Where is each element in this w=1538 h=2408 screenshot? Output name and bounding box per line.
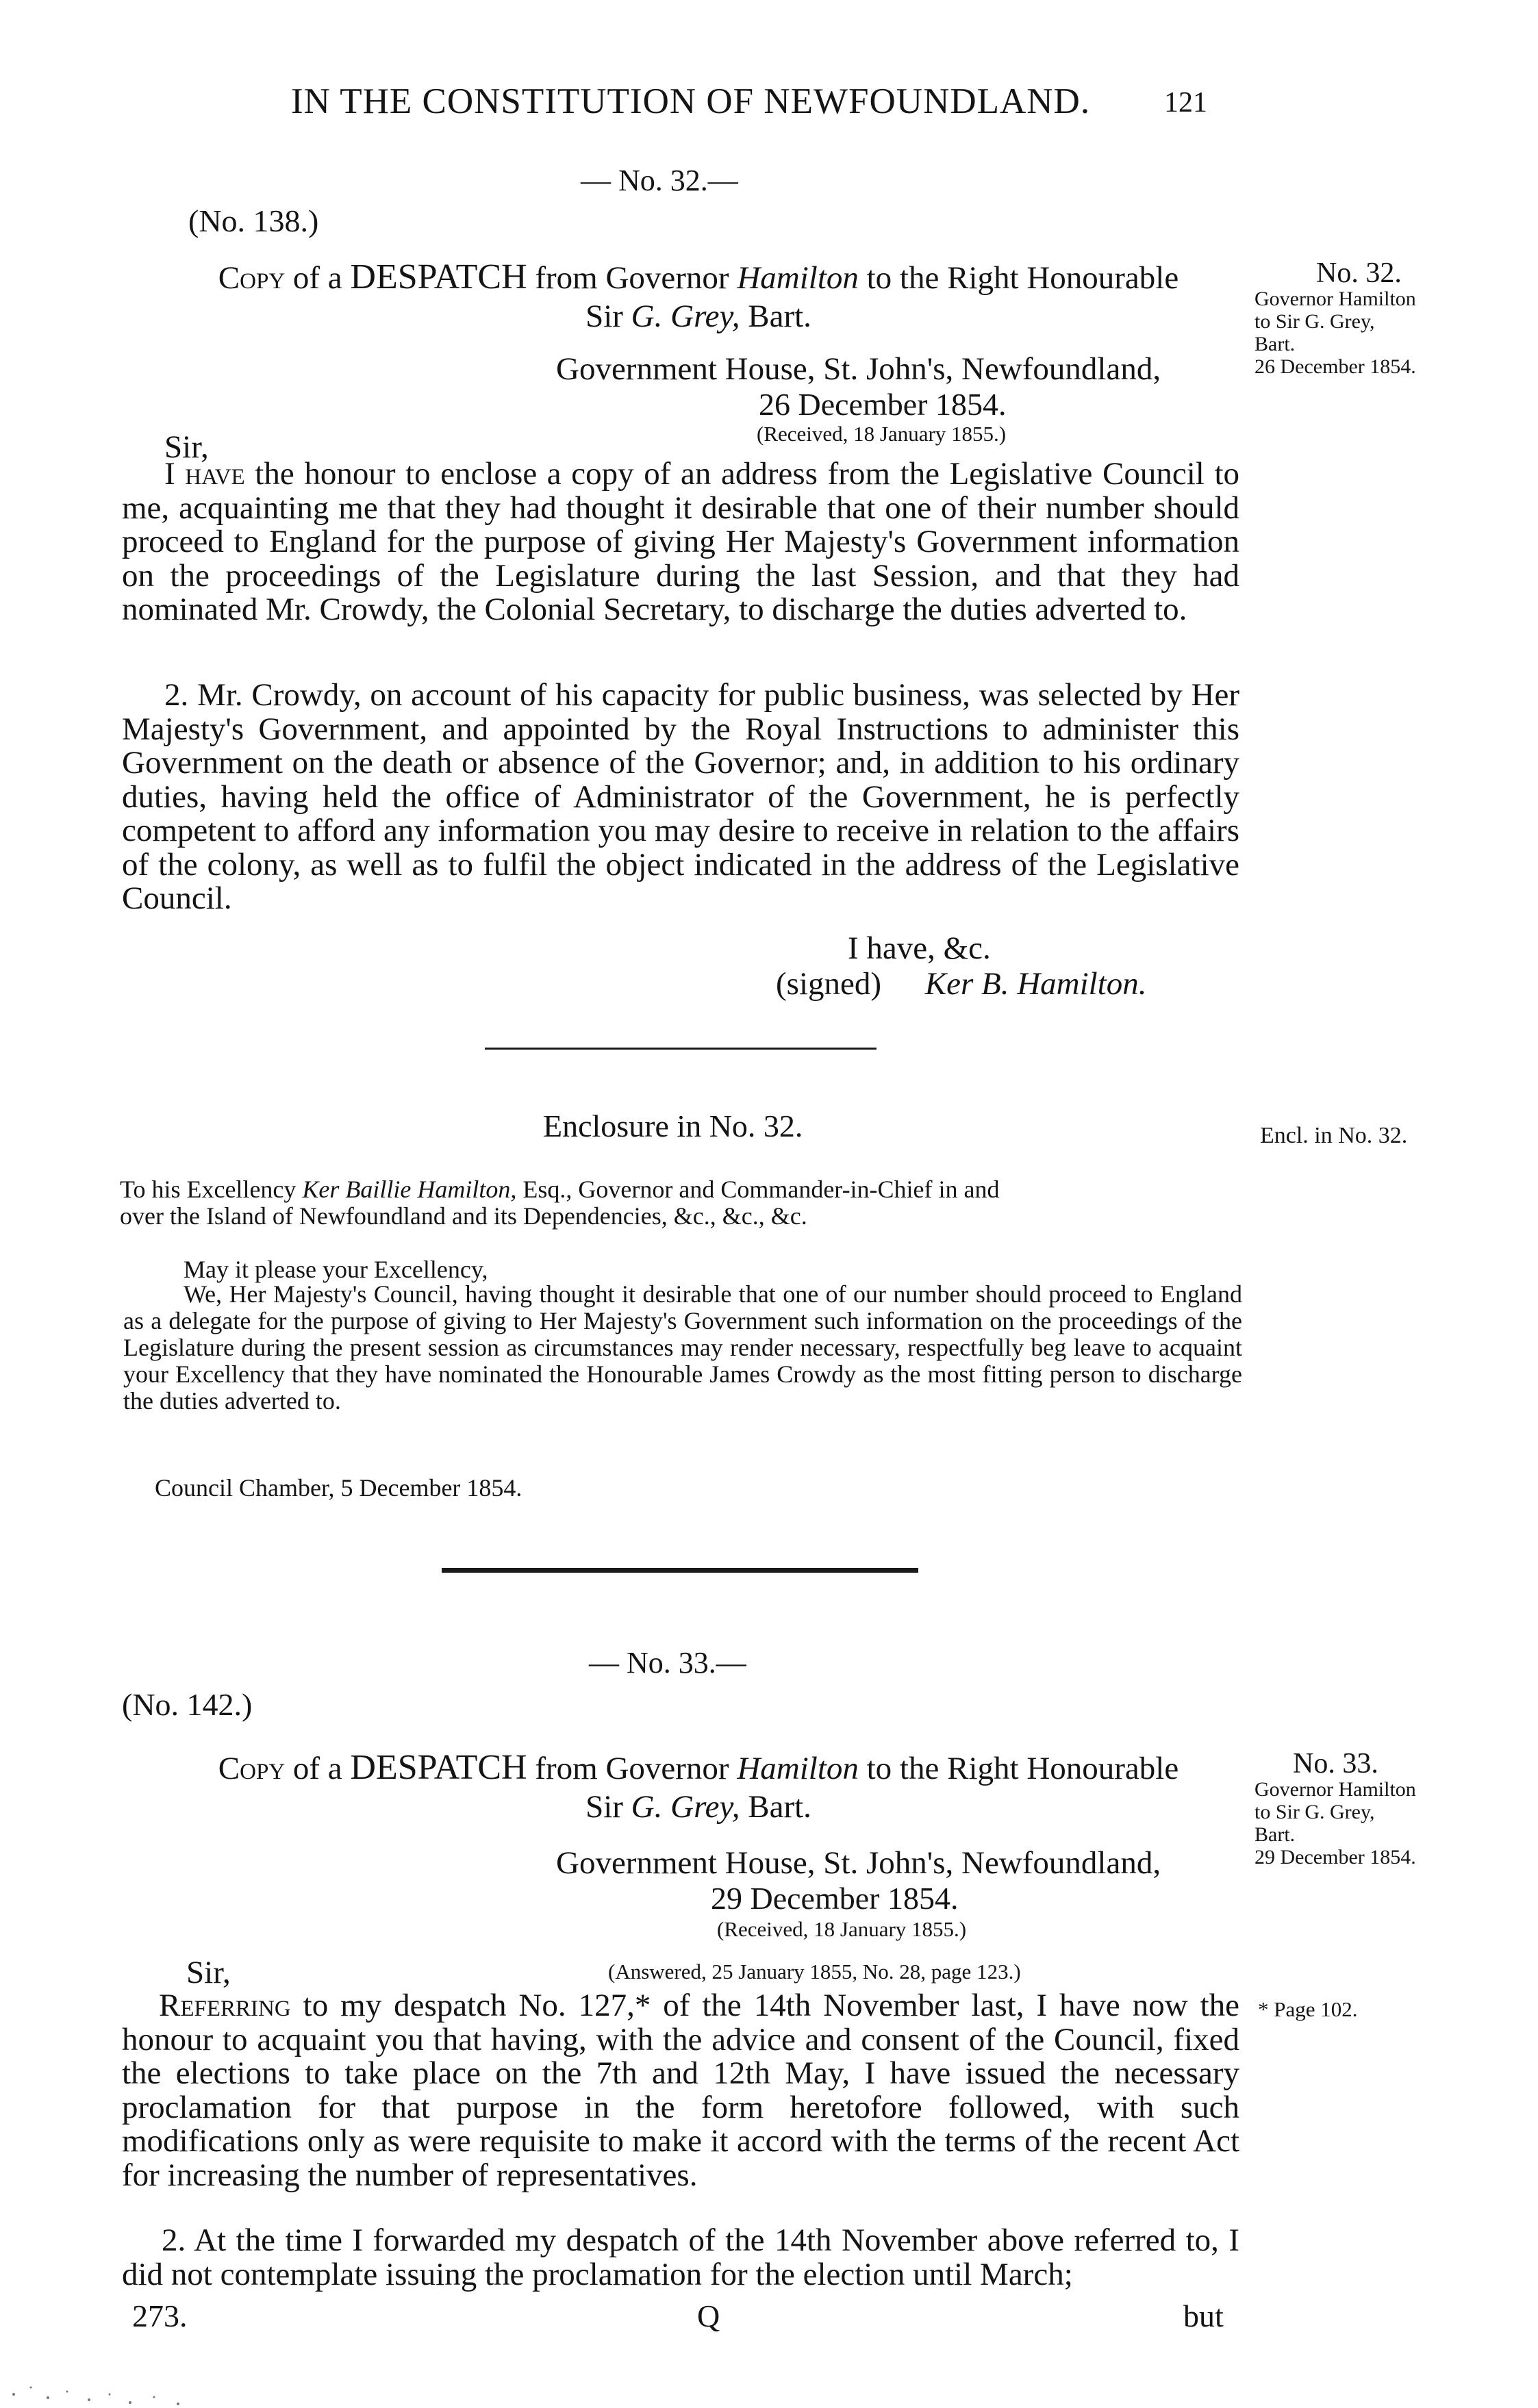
despatch-32-para-2: 2. Mr. Crowdy, on account of his capacity for public business, was selected by Her Majesty's Government, and appointed by the Royal Instructions to administer this Government on the death or absence of the Governor; and, in addition to his ordinary duties, having held the office of Administrator of the Government, he is perfectly competent to afford any information you may desire to receive in relation to the affairs of the colony, as well as to fulfil the object indicated in the address of the Legislative Council. [122, 677, 1239, 916]
despatch-33-margin-note [1255, 1748, 1538, 1868]
title-bart: Bart. [748, 1789, 811, 1825]
despatch-33-date: 29 December 1854. [711, 1881, 959, 1916]
margin-line-4: 26 December 1854. [1255, 355, 1416, 378]
page-number: 121 [1164, 87, 1207, 118]
enclosure-dateline: Council Chamber, 5 December 1854. [155, 1474, 522, 1501]
despatch-32-ref: (No. 138.) [188, 203, 319, 238]
despatch-33-para-2: 2. At the time I forwarded my despatch of the 14th November above referred to, I did not contemplate issuing the proclamation for the election until March; [122, 2222, 1239, 2292]
enclosure-body: We, Her Majesty's Council, having thought it desirable that one of our number should proceed to England as a delegate for the purpose of giving to Her Majesty's Government such information on the proceedings of the Legislature during the present session as circumstances may render necessary, respectfully beg leave to acquaint your Excellency that they have nominated the Honourable James Crowdy as the most fitting person to discharge the duties adverted to. [123, 1280, 1242, 1415]
title-of: of a [292, 1751, 342, 1786]
enclosure-margin-note: Encl. in No. 32. [1260, 1123, 1408, 1148]
margin-number: No. 32. [1316, 257, 1402, 289]
margin-line-2: to Sir G. Grey, [1255, 310, 1375, 333]
title-copy: Copy [218, 260, 286, 296]
despatch-32-title [116, 258, 1281, 335]
margin-line-2: to Sir G. Grey, [1255, 1801, 1375, 1823]
title-g: G. [631, 1789, 663, 1825]
enclosure-heading: Enclosure in No. 32. [543, 1108, 803, 1143]
title-despatch: DESPATCH [350, 1748, 527, 1787]
title-from: from Governor [535, 1751, 729, 1786]
title-bart: Bart. [748, 299, 811, 334]
signature: Ker B. Hamilton. [924, 966, 1147, 1002]
title-despatch: DESPATCH [350, 257, 527, 296]
page-speckle-decoration [0, 2346, 219, 2408]
running-title: IN THE CONSTITUTION OF NEWFOUNDLAND. [291, 81, 1091, 121]
despatch-33-received: (Received, 18 January 1855.) [717, 1917, 967, 1941]
margin-line-3: Bart. [1255, 1823, 1296, 1846]
margin-line-1: Governor Hamilton [1255, 1778, 1416, 1801]
title-governor-name: Hamilton [737, 1751, 859, 1786]
despatch-33-ref: (No. 142.) [122, 1687, 253, 1722]
address-to: To his Excellency [120, 1176, 297, 1203]
despatch-33-para-1 [122, 1989, 1239, 2192]
title-copy: Copy [218, 1751, 286, 1786]
enclosure-salutation: May it please your Excellency, [184, 1256, 488, 1283]
title-sir: Sir [585, 299, 623, 334]
despatch-32-para-1 [122, 457, 1239, 627]
despatch-33-place: Government House, St. John's, Newfoundland, [556, 1845, 1161, 1881]
footnote-marker-note: * Page 102. [1258, 1997, 1358, 2021]
despatch-33-answered: (Answered, 25 January 1855, No. 28, page 123.) [608, 1960, 1021, 1984]
despatch-32-signed [776, 965, 1147, 1002]
section-divider-thin [485, 1048, 877, 1050]
despatch-32-place: Government House, St. John's, Newfoundland, [556, 351, 1161, 387]
address-rest: Esq., Governor and Commander-in-Chief in and [522, 1176, 1000, 1203]
title-governor-name: Hamilton [737, 260, 859, 296]
title-to: to the Right Honourable [866, 260, 1179, 296]
title-from: from Governor [535, 260, 729, 296]
despatch-32-closing: I have, &c. [848, 930, 991, 966]
title-g: G. [631, 299, 663, 334]
despatch-33-salutation: Sir, [186, 1955, 231, 1990]
footer-catchword: but [1183, 2298, 1224, 2333]
section-divider-thick [442, 1568, 918, 1573]
para-lead: I have [164, 456, 245, 492]
footer-signature-mark: 273. [132, 2298, 188, 2333]
despatch-33-number: — No. 33.— [589, 1646, 746, 1680]
margin-line-4: 29 December 1854. [1255, 1846, 1416, 1868]
address-line-2: over the Island of Newfoundland and its Dependencies, &c., &c., &c. [120, 1202, 807, 1230]
para-text: the honour to enclose a copy of an address from the Legislative Council to me, acquainting me that they had thought it desirable that one of their number should proceed to England for the purpose of giving Her Majesty's Government information on the proceedings of the Legislature during the last Session, and that they had nominated Mr. Crowdy, the Colonial Secretary, to discharge the duties adverted to. [122, 456, 1239, 627]
despatch-32-number: — No. 32.— [581, 164, 738, 197]
despatch-32-salutation: Sir, [164, 429, 209, 465]
title-to: to the Right Honourable [866, 1751, 1179, 1786]
footer-gathering-letter: Q [697, 2298, 720, 2333]
para-text: to my despatch No. 127,* of the 14th November last, I have now the honour to acquaint you that having, with the advice and consent of the Council, fixed the elections to take place on the 7th and 12th May, I have issued the necessary proclamation for that purpose in the form heretofore followed, with such modifications only as were requisite to make it accord with the terms of the recent Act for increasing the number of representatives. [122, 1988, 1239, 2193]
title-of: of a [292, 260, 342, 296]
despatch-32-date: 26 December 1854. [759, 387, 1007, 422]
margin-line-3: Bart. [1255, 333, 1296, 355]
margin-number: No. 33. [1293, 1748, 1378, 1779]
title-grey: Grey, [670, 299, 740, 334]
address-name: Ker Baillie Hamilton, [302, 1176, 517, 1203]
enclosure-address [120, 1176, 1243, 1230]
para-lead: Referring [159, 1988, 291, 2023]
signed-label: (signed) [776, 966, 882, 1002]
title-sir: Sir [585, 1789, 623, 1825]
despatch-33-title [116, 1749, 1281, 1826]
despatch-32-margin-note [1255, 257, 1538, 378]
margin-line-1: Governor Hamilton [1255, 288, 1416, 310]
despatch-32-received: (Received, 18 January 1855.) [757, 422, 1007, 446]
title-grey: Grey, [670, 1789, 740, 1825]
